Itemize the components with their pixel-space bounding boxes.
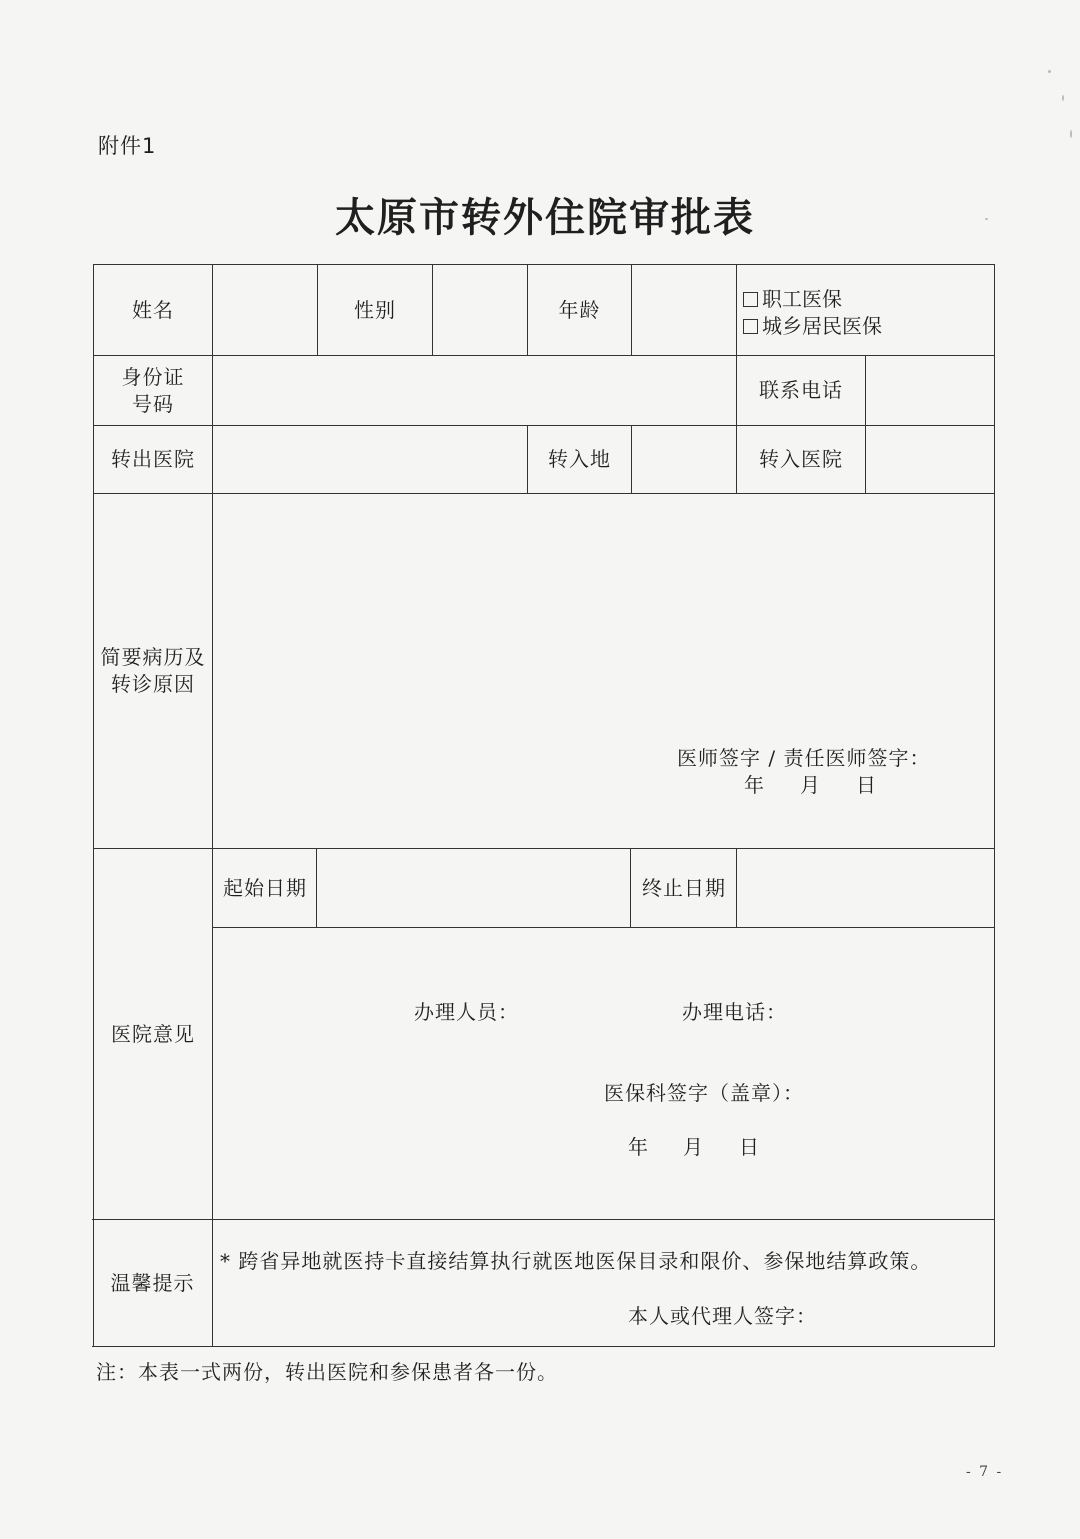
scan-speck — [1070, 130, 1072, 138]
id-number-field[interactable] — [214, 356, 736, 425]
opinion-date-month: 月 — [683, 1135, 704, 1159]
age-label: 年龄 — [558, 297, 601, 322]
insurance-option-resident[interactable] — [743, 313, 882, 340]
footnote: 注：本表一式两份，转出医院和参保患者各一份。 — [96, 1360, 558, 1384]
start-date-field[interactable] — [318, 849, 630, 927]
history-label-line-1: 简要病历及 — [100, 645, 206, 669]
checkbox-icon[interactable] — [743, 292, 758, 307]
scan-speck — [985, 218, 988, 220]
to-hospital-field[interactable] — [867, 426, 994, 493]
insurance-option-employee-label: 职工医保 — [762, 287, 842, 311]
page-number: - 7 - — [966, 1464, 1004, 1480]
id-number-label-line-2: 号码 — [132, 391, 174, 416]
to-hospital-label: 转入医院 — [759, 447, 843, 471]
history-label — [94, 494, 212, 848]
checkbox-icon[interactable] — [743, 319, 758, 334]
hospital-opinion-label: 医院意见 — [111, 1021, 195, 1046]
start-date-label: 起始日期 — [223, 875, 307, 900]
id-number-label-line-1: 身份证 — [121, 364, 185, 389]
history-date-month: 月 — [800, 773, 821, 797]
insurance-dept-signature-label: 医保科签字（盖章）： — [604, 1081, 804, 1105]
history-label-line-2: 转诊原因 — [111, 672, 195, 696]
to-place-field[interactable] — [633, 426, 736, 493]
from-hospital-label: 转出医院 — [111, 447, 195, 471]
end-date-label: 终止日期 — [642, 875, 726, 900]
form-title: 太原市转外住院审批表 — [335, 194, 755, 241]
opinion-date-year: 年 — [628, 1135, 649, 1159]
doctor-signature-label: 医师签字 / 责任医师签字： — [677, 746, 931, 770]
insurance-type-options — [743, 286, 882, 340]
history-date-year: 年 — [744, 773, 765, 797]
age-field[interactable] — [633, 265, 736, 355]
history-date-day: 日 — [856, 773, 877, 797]
scan-speck — [1062, 95, 1064, 101]
id-number-label — [94, 356, 212, 425]
from-hospital-field[interactable] — [214, 426, 527, 493]
opinion-date-day: 日 — [739, 1135, 760, 1159]
name-field[interactable] — [214, 265, 317, 355]
gender-label: 性别 — [354, 297, 396, 322]
phone-label: 联系电话 — [759, 378, 843, 402]
history-field[interactable] — [214, 494, 994, 734]
to-place-label: 转入地 — [548, 447, 611, 471]
gender-field[interactable] — [434, 265, 527, 355]
tips-text: * 跨省异地就医持卡直接结算执行就医地医保目录和限价、参保地结算政策。 — [220, 1249, 932, 1273]
name-label: 姓名 — [132, 297, 174, 322]
patient-signature-label: 本人或代理人签字： — [628, 1304, 817, 1328]
tips-label: 温馨提示 — [110, 1270, 195, 1295]
handler-label: 办理人员： — [414, 1000, 519, 1024]
attachment-label: 附件1 — [98, 134, 157, 158]
scan-speck — [1048, 70, 1051, 73]
insurance-option-employee[interactable] — [743, 286, 882, 313]
insurance-option-resident-label: 城乡居民医保 — [762, 314, 882, 338]
phone-field[interactable] — [867, 356, 994, 425]
end-date-field[interactable] — [738, 849, 994, 927]
handler-phone-label: 办理电话： — [682, 1000, 787, 1024]
